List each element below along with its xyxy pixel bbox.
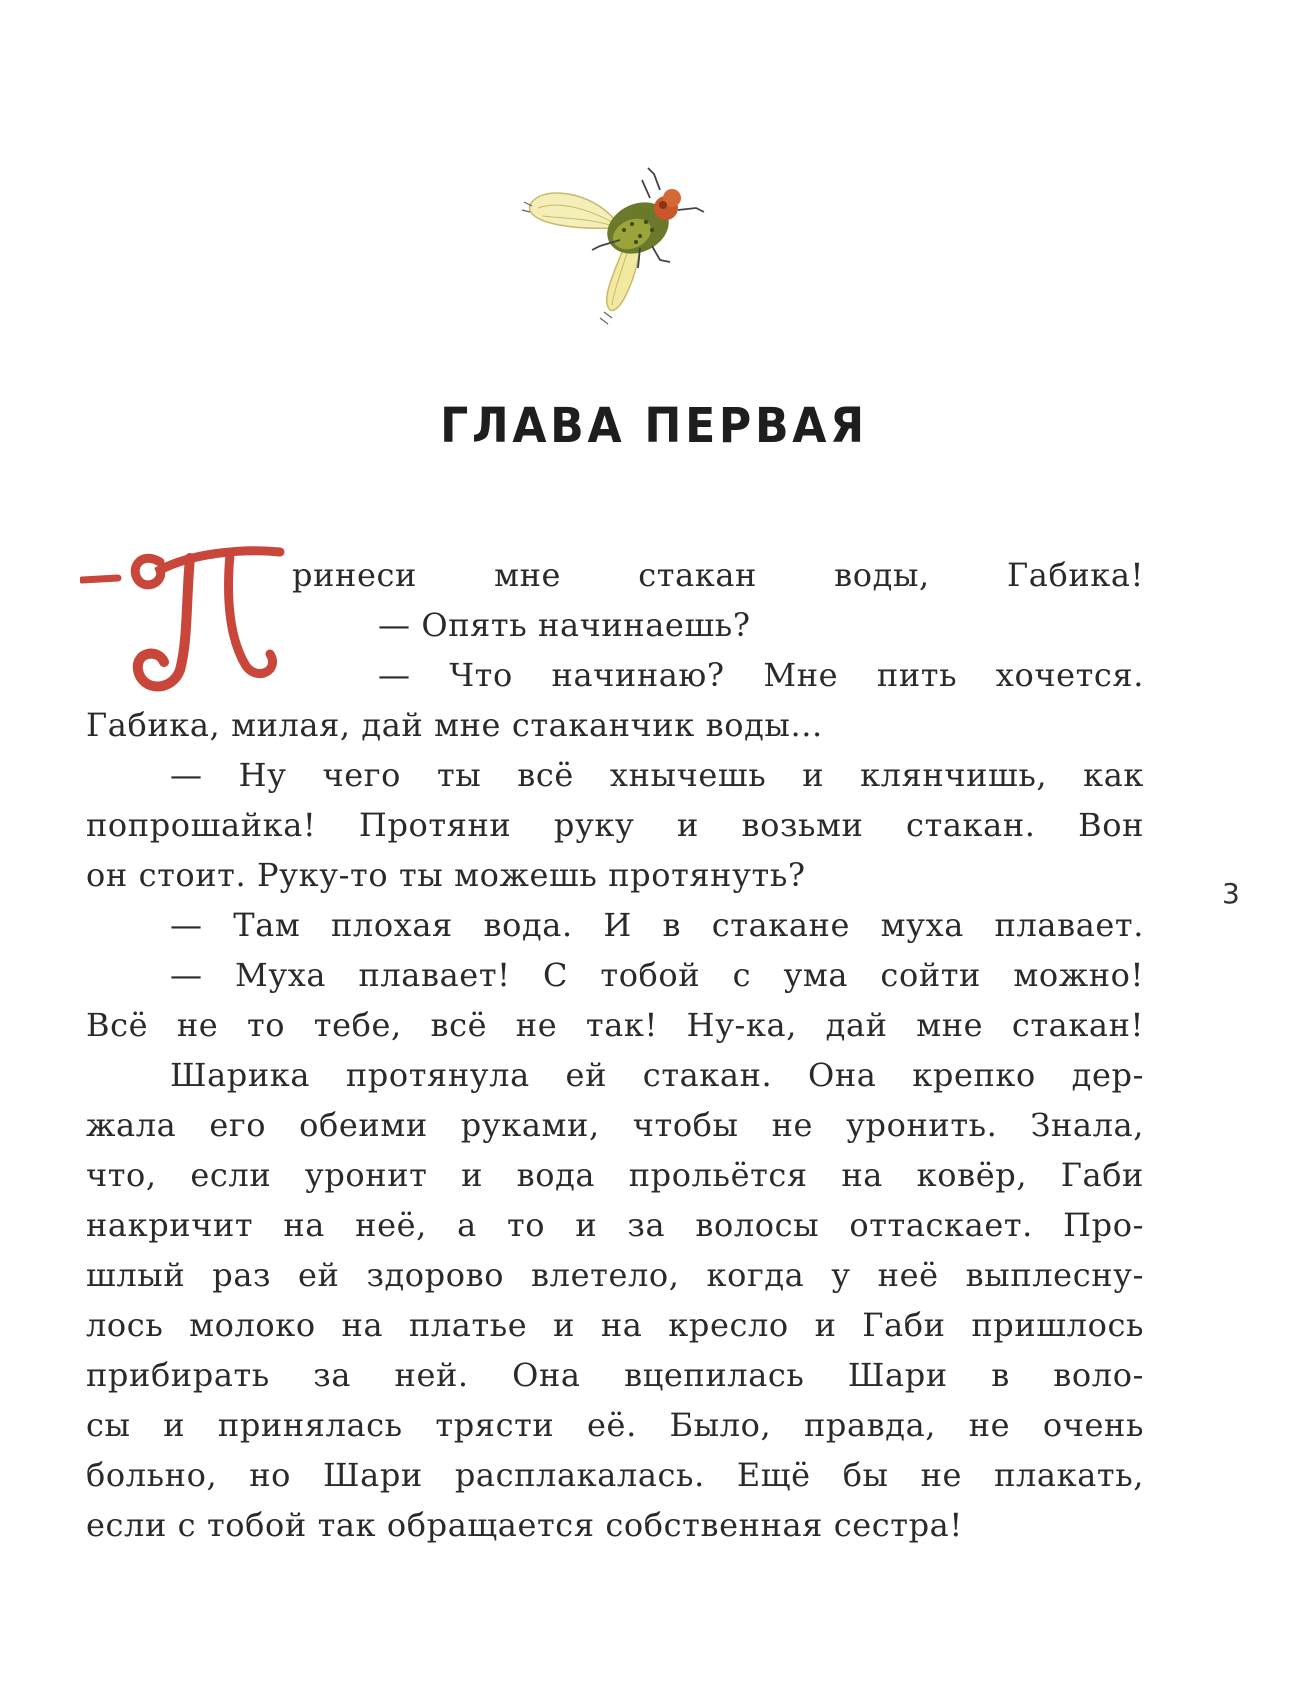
text-line: больно, но Шари расплакалась. Ещё бы не плакать,	[86, 1456, 1144, 1494]
text-line: Всё не то тебе, всё не так! Ну-ка, дай мне стакан!	[86, 1006, 1144, 1044]
chapter-title: ГЛАВА ПЕРВАЯ	[440, 398, 868, 454]
text-line: жала его обеими руками, чтобы не уронить. Знала,	[86, 1106, 1144, 1144]
page-number: 3	[1222, 877, 1240, 910]
text-line: лось молоко на платье и на кресло и Габи пришлось	[86, 1306, 1144, 1344]
text-line: шлый раз ей здорово влетело, когда у неё выплесну-	[86, 1256, 1144, 1294]
text-line: он стоит. Руку-то ты можешь протянуть?	[86, 856, 806, 894]
text-line: — Там плохая вода. И в стакане муха плавает.	[170, 906, 1144, 944]
text-line: Шарика протянула ей стакан. Она крепко дер-	[170, 1056, 1144, 1094]
text-line: Габика, милая, дай мне стаканчик воды...	[86, 706, 823, 744]
text-line: прибирать за ней. Она вцепилась Шари в воло-	[86, 1356, 1144, 1394]
text-line: попрошайка! Протяни руку и возьми стакан. Вон	[86, 806, 1144, 844]
text-line: что, если уронит и вода прольётся на ковёр, Габи	[86, 1156, 1144, 1194]
text-line: если с тобой так обращается собственная сестра!	[86, 1506, 963, 1544]
text-line: накричит на неё, а то и за волосы оттаскает. Про-	[86, 1206, 1144, 1244]
fly-icon	[520, 150, 720, 330]
text-line: — Опять начинаешь?	[378, 606, 751, 644]
text-line: — Что начинаю? Мне пить хочется.	[378, 656, 1144, 694]
body-text	[86, 550, 1144, 1550]
text-line: — Муха плавает! С тобой с ума сойти можно!	[170, 956, 1144, 994]
text-line: ринеси мне стакан воды, Габика!	[292, 556, 1144, 594]
text-line: — Ну чего ты всё хнычешь и клянчишь, как	[170, 756, 1144, 794]
text-line: сы и принялась трясти её. Было, правда, не очень	[86, 1406, 1144, 1444]
